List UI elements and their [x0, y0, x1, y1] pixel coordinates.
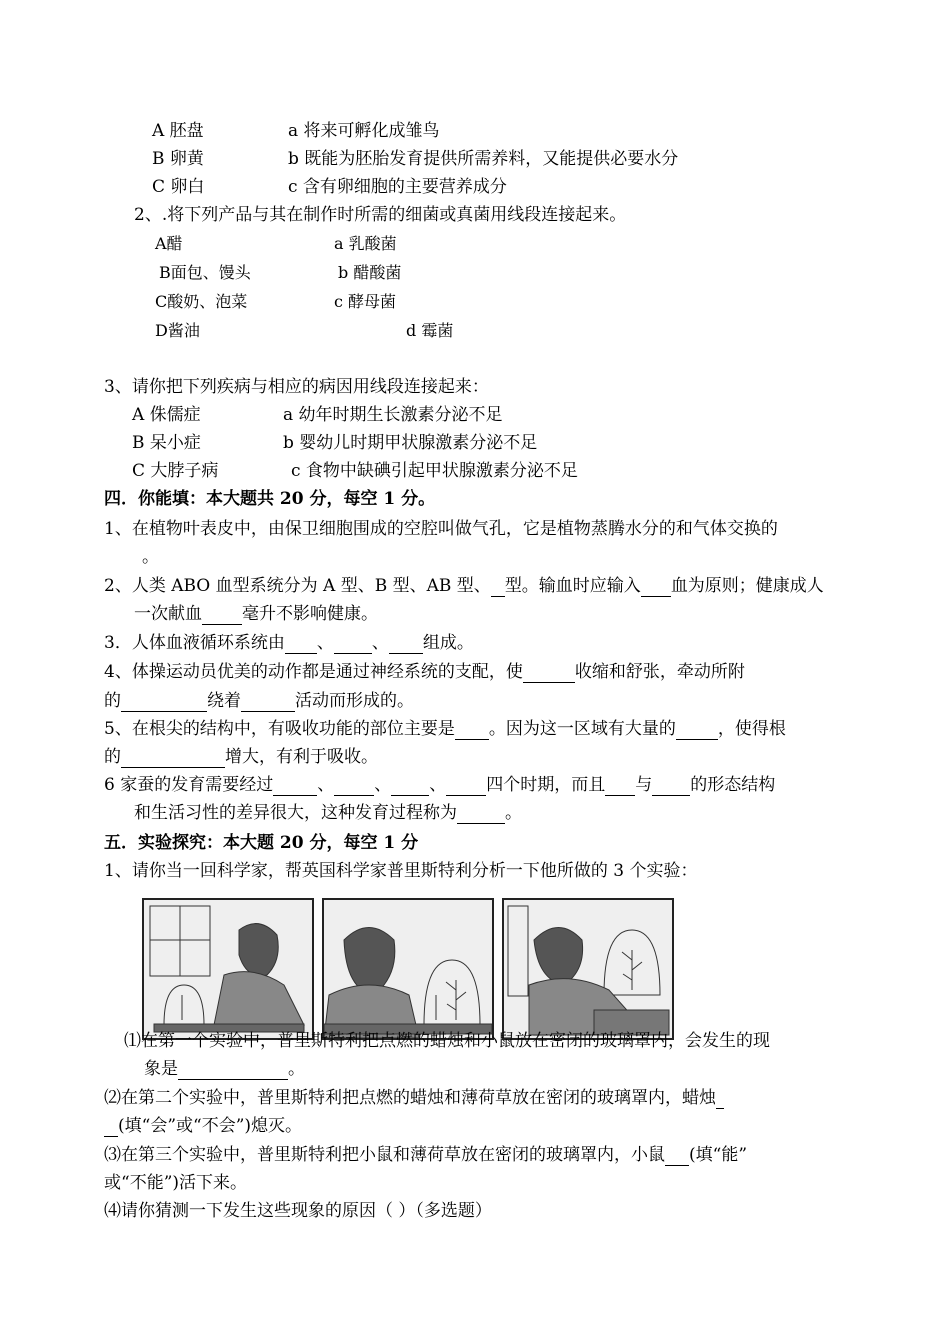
q1-right-c: c 含有卵细胞的主要营养成分 — [288, 177, 507, 197]
q3-left-b: B 呆小症 — [132, 433, 201, 453]
scientist-candle-mint-drawing — [324, 900, 492, 1038]
section4-heading: 四．你能填：本大题共 20 分，每空 1 分。 — [104, 489, 436, 509]
s4-q2-line2 — [134, 603, 378, 625]
s4-q2-text-b: 型。输血时应输入 — [504, 576, 641, 596]
s4-q5-text-b: 。因为这一区域有大量的 — [488, 719, 676, 739]
q2-title: 2、.将下列产品与其在制作时所需的细菌或真菌用线段连接起来。 — [134, 205, 627, 225]
q3-right-c: c 食物中缺碘引起甲状腺激素分泌不足 — [291, 461, 578, 481]
s5-p2-line1 — [104, 1087, 724, 1109]
blank[interactable] — [273, 777, 317, 796]
s4-q2-text-a: 2、人类 ABO 血型系统分为 A 型、B 型、AB 型、 — [104, 576, 491, 596]
s4-q1-line1: 1、在植物叶表皮中，由保卫细胞围成的空腔叫做气孔，它是植物蒸腾水分的和气体交换的 — [104, 519, 778, 539]
q2-left-a: A醋 — [155, 234, 183, 253]
sep: 、 — [317, 775, 335, 795]
s4-q3-line — [104, 632, 474, 654]
q3-title: 3、请你把下列疾病与相应的病因用线段连接起来： — [104, 377, 489, 397]
blank[interactable] — [241, 693, 295, 712]
blank[interactable] — [605, 777, 635, 796]
q2-right-b: b 醋酸菌 — [338, 263, 402, 282]
sep: 、 — [316, 633, 334, 653]
s4-q6-text-e: 和生活习性的差异很大，这种发育过程称为 — [134, 803, 457, 823]
q3-left-a: A 侏儒症 — [132, 405, 201, 425]
q2-left-c: C酸奶、泡菜 — [155, 292, 248, 311]
s4-q6-line1 — [104, 774, 775, 796]
blank[interactable] — [391, 777, 429, 796]
s5-intro: 1、请你当一回科学家，帮英国科学家普里斯特利分析一下他所做的 3 个实验： — [104, 861, 698, 881]
s5-p1-line1: ⑴在第一个实验中，普里斯特利把点燃的蜡烛和小鼠放在密闭的玻璃罩内，会发生的现 — [124, 1031, 770, 1051]
q2-left-d: D酱油 — [155, 321, 200, 340]
blank[interactable] — [334, 777, 374, 796]
blank[interactable] — [285, 635, 317, 654]
s4-q2-text-e: 毫升不影响健康。 — [242, 604, 378, 624]
blank[interactable] — [389, 635, 423, 654]
s4-q4-text-d: 绕着 — [207, 691, 241, 711]
s4-q1-line2: 。 — [142, 547, 159, 567]
s4-q6-text-b: 四个时期，而且 — [486, 775, 606, 795]
s4-q4-text-c: 的 — [104, 691, 121, 711]
s4-q5-text-a: 5、在根尖的结构中，有吸收功能的部位主要是 — [104, 719, 455, 739]
blank[interactable] — [446, 777, 486, 796]
blank[interactable] — [457, 805, 505, 824]
s4-q6-line2 — [134, 802, 522, 824]
s4-q2-text-d: 一次献血 — [134, 604, 202, 624]
s4-q4-text-b: 收缩和舒张，牵动所附 — [574, 662, 745, 682]
blank[interactable] — [334, 635, 372, 654]
blank[interactable] — [104, 1118, 118, 1137]
sep: 、 — [429, 775, 447, 795]
s5-p3-line1 — [104, 1144, 747, 1166]
s4-q5-text-c: ，使得根 — [717, 719, 786, 739]
s4-q5-text-e: 增大，有利于吸收。 — [225, 747, 378, 767]
blank[interactable] — [676, 721, 718, 740]
experiment-2-illustration — [322, 898, 494, 1040]
blank[interactable] — [652, 777, 690, 796]
s4-q4-line2 — [104, 690, 414, 712]
s4-q4-line1 — [104, 661, 745, 683]
q3-left-c: C 大脖子病 — [132, 461, 219, 481]
blank[interactable] — [178, 1061, 288, 1080]
s5-p3-line2: 或“不能”)活下来。 — [104, 1173, 248, 1193]
s4-q4-text-e: 活动而形成的。 — [295, 691, 414, 711]
section5-heading: 五．实验探究：本大题 20 分，每空 1 分 — [104, 833, 419, 853]
q3-right-b: b 婴幼儿时期甲状腺激素分泌不足 — [283, 433, 538, 453]
s5-p2-text-b: (填“会”或“不会”)熄灭。 — [118, 1116, 303, 1136]
s5-p3-text-a: ⑶在第三个实验中，普里斯特利把小鼠和薄荷草放在密闭的玻璃罩内，小鼠 — [104, 1145, 665, 1165]
s5-p1-text-b: 象是 — [144, 1059, 178, 1079]
experiment-1-illustration — [142, 898, 314, 1040]
s4-q6-text-c: 与 — [635, 775, 653, 795]
blank[interactable] — [121, 749, 225, 768]
s4-q6-text-f: 。 — [505, 803, 522, 823]
s4-q4-text-a: 4、体操运动员优美的动作都是通过神经系统的支配，使 — [104, 662, 523, 682]
q1-left-a: A 胚盘 — [152, 121, 204, 141]
q1-right-a: a 将来可孵化成雏鸟 — [288, 121, 440, 141]
blank[interactable] — [455, 721, 489, 740]
q1-left-b: B 卵黄 — [152, 149, 204, 169]
q3-right-a: a 幼年时期生长激素分泌不足 — [283, 405, 503, 425]
q1-right-b: b 既能为胚胎发育提供所需养料，又能提供必要水分 — [288, 149, 679, 169]
sep: 、 — [371, 633, 389, 653]
blank[interactable] — [665, 1147, 689, 1166]
q1-left-c: C 卵白 — [152, 177, 205, 197]
s4-q3-text-a: 3．人体血液循环系统由 — [104, 633, 285, 653]
blank[interactable] — [202, 606, 242, 625]
blank[interactable] — [121, 693, 207, 712]
q2-right-c: c 酵母菌 — [334, 292, 397, 311]
scientist-bell-jar-drawing — [144, 900, 312, 1038]
s5-p2-line2 — [104, 1115, 302, 1137]
s5-p1-line2 — [144, 1058, 305, 1080]
q2-right-d: d 霉菌 — [406, 321, 454, 340]
s5-p3-text-b: (填“能” — [689, 1145, 748, 1165]
s4-q2-line1 — [104, 575, 824, 597]
s4-q5-text-d: 的 — [104, 747, 121, 767]
s4-q6-text-a: 6 家蚕的发育需要经过 — [104, 775, 274, 795]
s5-p2-text-a: ⑵在第二个实验中，普里斯特利把点燃的蜡烛和薄荷草放在密闭的玻璃罩内，蜡烛 — [104, 1088, 716, 1108]
s5-p4-line: ⑷请你猜测一下发生这些现象的原因（ ）（多选题） — [104, 1201, 492, 1221]
s4-q5-line2 — [104, 746, 378, 768]
s4-q5-line1 — [104, 718, 786, 740]
s5-p1-text-c: 。 — [288, 1059, 305, 1079]
blank[interactable] — [716, 1090, 724, 1109]
s4-q3-text-end: 组成。 — [422, 633, 474, 653]
blank[interactable] — [641, 578, 671, 597]
experiment-3-illustration — [502, 898, 674, 1040]
scientist-writing-drawing — [504, 900, 672, 1038]
blank[interactable] — [491, 578, 505, 597]
blank[interactable] — [523, 664, 575, 683]
q2-left-b: B面包、馒头 — [159, 263, 251, 282]
sep: 、 — [374, 775, 392, 795]
s4-q2-text-c: 血为原则；健康成人 — [670, 576, 824, 596]
q2-right-a: a 乳酸菌 — [334, 234, 397, 253]
s4-q6-text-d: 的形态结构 — [690, 775, 776, 795]
